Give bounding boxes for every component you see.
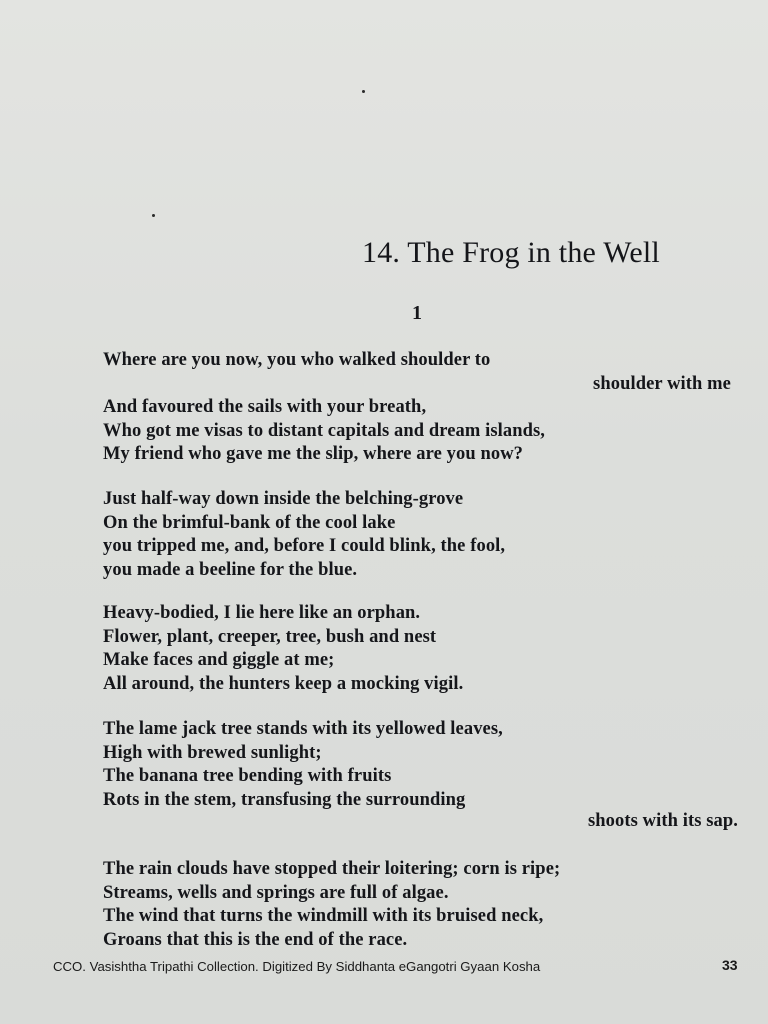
poem-line: Make faces and giggle at me; [103,650,335,670]
poem-line: Flower, plant, creeper, tree, bush and nest [103,626,437,647]
poem-line: Who got me visas to distant capitals and dream islands, [103,421,546,441]
poem-line-indented: shoulder with me [593,374,731,394]
poem-line: High with brewed sunlight; [103,743,322,763]
poem-line: The banana tree bending with fruits [103,766,392,786]
section-number: 1 [412,302,422,324]
poem-line: Streams, wells and springs are full of algae. [103,882,449,903]
poem-line: The rain clouds have stopped their loitering; corn is ripe; [103,859,561,879]
digitization-credit: CCO. Vasishtha Tripathi Collection. Digitized By Siddhanta eGangotri Gyaan Kosha [53,959,541,974]
poem-line: All around, the hunters keep a mocking vigil. [103,673,464,694]
poem-line: Just half-way down inside the belching-grove [103,489,464,509]
poem-line: Rots in the stem, transfusing the surrounding [103,790,466,810]
poem-line: you tripped me, and, before I could blink, the fool, [103,536,506,556]
poem-line: Heavy-bodied, I lie here like an orphan. [103,603,421,623]
stanza-4 [103,718,738,838]
poem-line: you made a beeline for the blue. [103,559,358,580]
poem-line: My friend who gave me the slip, where are you now? [103,444,524,464]
poem-line: On the brimful-bank of the cool lake [103,512,396,533]
poem-line: And favoured the sails with your breath, [103,397,427,417]
poem-line: The wind that turns the windmill with its bruised neck, [103,906,544,926]
stanza-2 [103,488,505,582]
paper-speck [152,214,155,217]
stanza-1 [103,349,733,469]
poem-line: Where are you now, you who walked shoulder to [103,350,491,370]
stanza-3 [103,602,463,696]
poem-title: 14. The Frog in the Well [362,236,660,269]
poem-line-indented: shoots with its sap. [587,811,738,831]
stanza-5 [103,858,560,952]
poem-line: Groans that this is the end of the race. [103,929,408,950]
page-number: 33 [722,957,738,973]
paper-speck [362,90,365,93]
poem-line: The lame jack tree stands with its yellowed leaves, [103,719,503,739]
